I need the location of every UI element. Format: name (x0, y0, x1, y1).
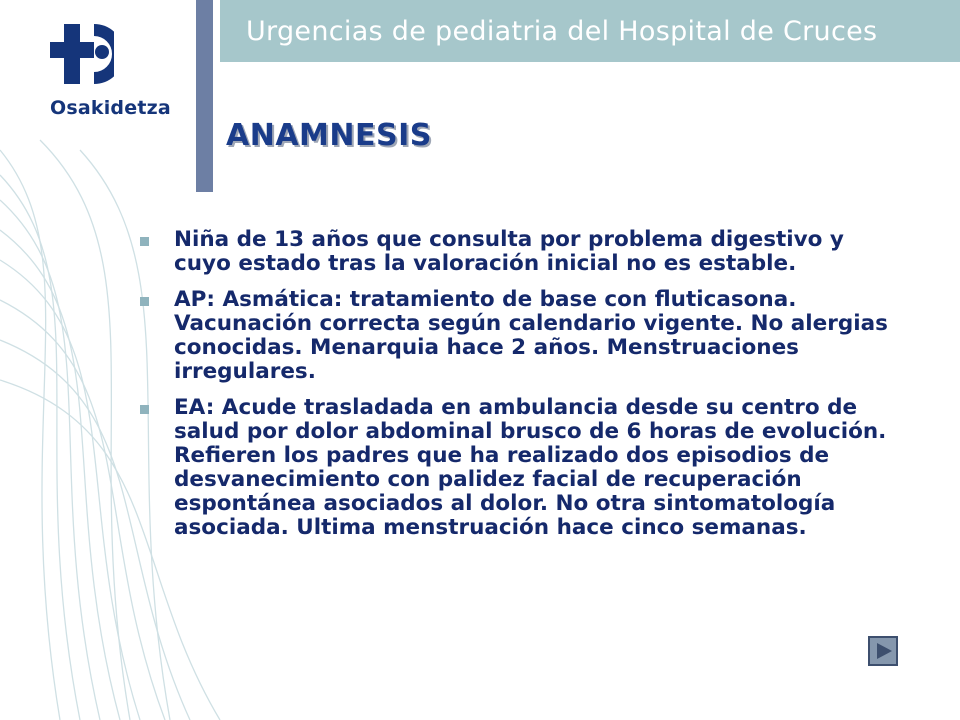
accent-bar (196, 0, 213, 192)
play-next-icon (875, 642, 893, 660)
slide-title: ANAMNESIS (226, 118, 432, 153)
bullet-text: AP: Asmática: tratamiento de base con fluticasona. Vacunación correcta según calendario vigente. No alergias conocidas. Menarquia hace 2 años. Menstruaciones irregulares. (174, 287, 888, 384)
bullet-text: Niña de 13 años que consulta por problema digestivo y cuyo estado tras la valoración inicial no es estable. (174, 227, 844, 276)
square-bullet-icon (140, 405, 149, 414)
bullet-list (140, 228, 900, 552)
square-bullet-icon (140, 237, 149, 246)
osakidetza-logo (38, 22, 188, 132)
logo-text: Osakidetza (50, 97, 171, 119)
square-bullet-icon (140, 297, 149, 306)
list-item (140, 228, 900, 276)
header-band (220, 0, 960, 62)
next-slide-button[interactable] (868, 636, 898, 666)
list-item (140, 396, 900, 540)
header-title: Urgencias de pediatria del Hospital de Cruces (246, 16, 878, 47)
osakidetza-cross-icon (50, 22, 114, 86)
bullet-text: EA: Acude trasladada en ambulancia desde su centro de salud por dolor abdominal brusco de 6 horas de evolución. Refieren los padres que ha realizado dos episodios de desvanecimiento con palidez facial de recuperación espontánea asociados al dolor. No otra sintomatología asociada. Ultima menstruación hace cinco semanas. (174, 395, 887, 540)
list-item (140, 288, 900, 384)
